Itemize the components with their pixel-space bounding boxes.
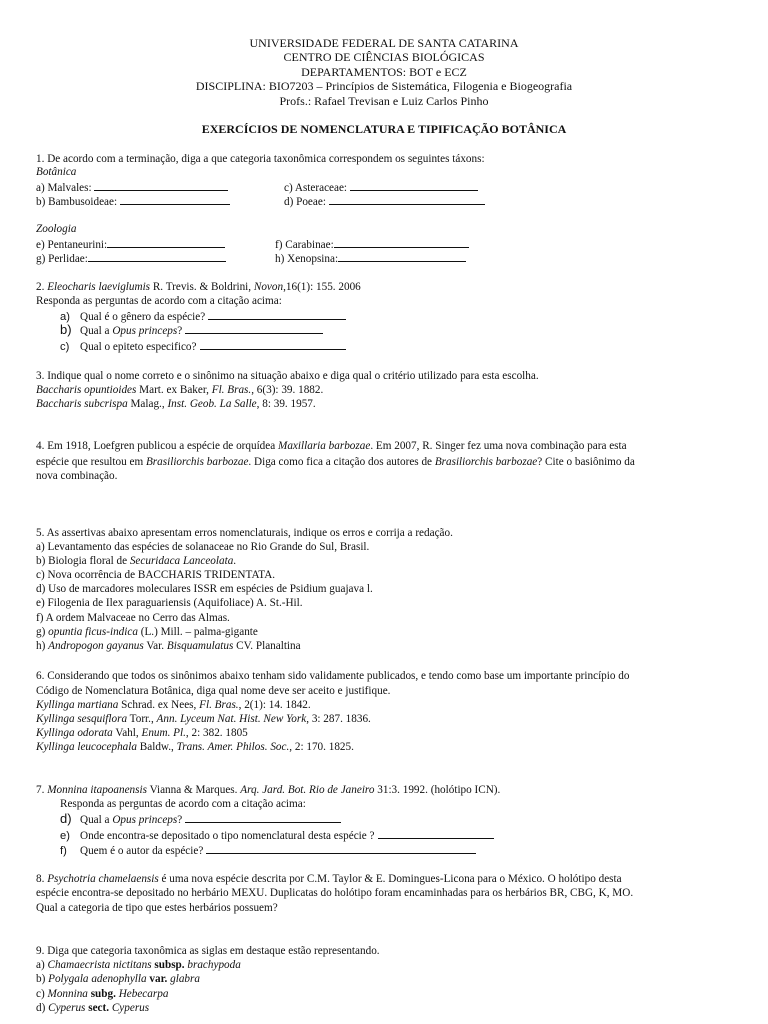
- answer-blank[interactable]: [107, 237, 225, 248]
- q7-instruction: Responda as perguntas de acordo com a citação acima:: [60, 798, 306, 810]
- q2-item-a: a) Qual é o gênero da espécie?: [60, 309, 346, 324]
- q1-zoology-label: Zoologia: [36, 223, 77, 235]
- answer-blank[interactable]: [88, 251, 226, 262]
- q8-line-2: espécie encontra-se depositado no herbário MEXU. Duplicatas do holótipo foram encaminhadas para os herbários BR, CBG, K, MO.: [36, 887, 634, 899]
- q8-line-3: Qual a categoria de tipo que estes herbários possuem?: [36, 902, 278, 914]
- answer-blank[interactable]: [200, 339, 346, 350]
- q2-instruction: Responda as perguntas de acordo com a citação acima:: [36, 295, 282, 307]
- q6-synonym-1: Kyllinga martiana Schrad. ex Nees, Fl. Bras., 2(1): 14. 1842.: [36, 699, 311, 711]
- q4-line-3: nova combinação.: [36, 470, 118, 482]
- q7-item-f: f) Quem é o autor da espécie?: [60, 843, 476, 858]
- q8-line-1: 8. Psychotria chamelaensis é uma nova espécie descrita por C.M. Taylor & E. Domingues-Licona para o México. O holótipo desta: [36, 873, 622, 885]
- center-name: CENTRO DE CIÊNCIAS BIOLÓGICAS: [283, 50, 485, 64]
- q5-question: 5. As assertivas abaixo apresentam erros nomenclaturais, indique os erros e corrija a redação.: [36, 527, 453, 539]
- university-name: UNIVERSIDADE FEDERAL DE SANTA CATARINA: [249, 36, 519, 50]
- page-title: EXERCÍCIOS DE NOMENCLATURA E TIPIFICAÇÃO BOTÂNICA: [201, 122, 567, 136]
- q9-item-a: a) Chamaecrista nictitans subsp. brachypoda: [36, 959, 241, 971]
- q5-item-f: f) A ordem Malvaceae no Cerro das Almas.: [36, 612, 230, 624]
- discipline: DISCIPLINA: BIO7203 – Princípios de Sistemática, Filogenia e Biogeografia: [195, 79, 573, 93]
- professors: Profs.: Rafael Trevisan e Luiz Carlos Pinho: [279, 93, 489, 108]
- q9-question: 9. Diga que categoria taxonômica as siglas em destaque estão representando.: [36, 945, 380, 957]
- answer-blank[interactable]: [208, 309, 346, 320]
- q1-botany-label: Botânica: [36, 166, 77, 178]
- q1-item-e: e) Pentaneurini:: [36, 237, 225, 252]
- q6-synonym-3: Kyllinga odorata Vahl, Enum. Pl., 2: 382. 1805: [36, 727, 248, 739]
- q4-line-1: 4. Em 1918, Loefgren publicou a espécie de orquídea Maxillaria barbozae. Em 2007, R. Singer fez uma nova combinação para esta: [36, 440, 627, 452]
- q5-item-e: e) Filogenia de Ilex paraguariensis (Aquifoliace) A. St.-Hil.: [36, 597, 303, 609]
- q9-item-c: c) Monnina subg. Hebecarpa: [36, 988, 169, 1000]
- answer-blank[interactable]: [120, 194, 230, 205]
- answer-blank[interactable]: [338, 251, 466, 262]
- q7-item-d: d) Qual a Opus princeps?: [60, 812, 341, 827]
- q7-citation: 7. Monnina itapoanensis Vianna & Marques. Arq. Jard. Bot. Rio de Janeiro 31:3. 1992. (holótipo ICN).: [36, 784, 501, 796]
- q9-item-b: b) Polygala adenophylla var. glabra: [36, 973, 200, 985]
- answer-blank[interactable]: [378, 828, 494, 839]
- q1-question: 1. De acordo com a terminação, diga a que categoria taxonômica correspondem os seguintes táxons:: [36, 153, 485, 165]
- q6-synonym-2: Kyllinga sesquiflora Torr., Ann. Lyceum Nat. Hist. New York, 3: 287. 1836.: [36, 713, 371, 725]
- q3-name-1: Baccharis opuntioides Mart. ex Baker, Fl. Bras., 6(3): 39. 1882.: [36, 384, 324, 396]
- answer-blank[interactable]: [185, 323, 323, 334]
- q5-item-h: h) Andropogon gayanus Var. Bisquamulatus CV. Planaltina: [36, 640, 301, 652]
- q2-citation: 2. Eleocharis laeviglumis R. Trevis. & Boldrini, Novon,16(1): 155. 2006: [36, 281, 361, 293]
- answer-blank[interactable]: [329, 194, 485, 205]
- q7-item-e: e) Onde encontra-se depositado o tipo nomenclatural desta espécie ?: [60, 828, 494, 843]
- q1-item-c: c) Asteraceae:: [284, 180, 478, 195]
- q2-item-c: c) Qual o epiteto especifico?: [60, 339, 346, 354]
- q9-item-d: d) Cyperus sect. Cyperus: [36, 1002, 150, 1014]
- q6-line-1: 6. Considerando que todos os sinônimos abaixo tenham sido validamente publicados, e tendo como base um importante princípio do: [36, 670, 630, 682]
- q1-item-b: b) Bambusoideae:: [36, 194, 230, 209]
- answer-blank[interactable]: [206, 843, 476, 854]
- q5-item-g: g) opuntia ficus-indica (L.) Mill. – palma-gigante: [36, 626, 258, 638]
- q1-item-d: d) Poeae:: [284, 194, 485, 209]
- answer-blank[interactable]: [350, 180, 478, 191]
- q4-line-2: espécie que resultou em Brasiliorchis barbozae. Diga como fica a citação dos autores de Brasiliorchis barbozae? Cite o basiônimo da: [36, 456, 635, 468]
- q2-item-b: b) Qual a Opus princeps?: [60, 323, 323, 338]
- q6-synonym-4: Kyllinga leucocephala Baldw., Trans. Amer. Philos. Soc., 2: 170. 1825.: [36, 741, 354, 753]
- q5-item-b: b) Biologia floral de Securidaca Lanceolata.: [36, 555, 237, 567]
- departments: DEPARTAMENTOS: BOT e ECZ: [301, 64, 467, 79]
- q6-line-2: Código de Nomenclatura Botânica, diga qual nome deve ser aceito e justifique.: [36, 685, 391, 697]
- q1-item-a: a) Malvales:: [36, 180, 228, 195]
- answer-blank[interactable]: [185, 812, 341, 823]
- answer-blank[interactable]: [334, 237, 469, 248]
- q3-name-2: Baccharis subcrispa Malag., Inst. Geob. La Salle, 8: 39. 1957.: [36, 398, 316, 410]
- q5-item-c: c) Nova ocorrência de BACCHARIS TRIDENTATA.: [36, 569, 276, 581]
- q1-item-h: h) Xenopsina:: [275, 251, 466, 266]
- q1-item-f: f) Carabinae:: [275, 237, 469, 252]
- q5-item-d: d) Uso de marcadores moleculares ISSR em espécies de Psidium guajava l.: [36, 583, 373, 595]
- q3-question: 3. Indique qual o nome correto e o sinônimo na situação abaixo e diga qual o critério utilizado para esta escolha.: [36, 370, 539, 382]
- q5-item-a: a) Levantamento das espécies de solanaceae no Rio Grande do Sul, Brasil.: [36, 541, 370, 553]
- q1-item-g: g) Perlidae:: [36, 251, 226, 266]
- answer-blank[interactable]: [94, 180, 228, 191]
